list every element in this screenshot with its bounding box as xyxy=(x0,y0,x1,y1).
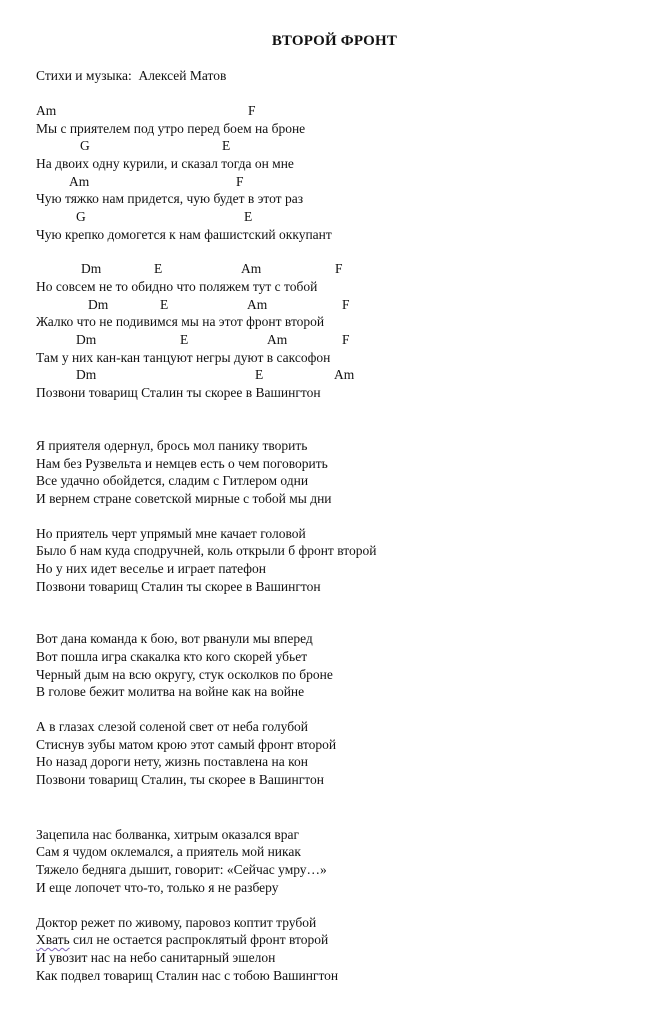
lyric-line: Нам без Рузвельта и немцев есть о чем поговорить xyxy=(36,456,328,471)
lyric-line: Мы с приятелем под утро перед боем на броне xyxy=(36,121,306,136)
chord: F xyxy=(342,332,350,347)
chord: F xyxy=(248,103,256,118)
chord: F xyxy=(236,174,244,189)
lyric-line: Доктор режет по живому, паровоз коптит трубой xyxy=(36,915,317,930)
chord: E xyxy=(154,261,163,276)
lyric-line: А в глазах слезой соленой свет от неба голубой xyxy=(36,719,309,734)
lyric-line: И увозит нас на небо санитарный эшелон xyxy=(36,950,276,965)
lyric-line: Сам я чудом оклемался, а приятель мой никак xyxy=(36,844,301,859)
lyric-line: Но совсем не то обидно что поляжем тут с тобой xyxy=(36,279,318,294)
lyric-line: Зацепила нас болванка, хитрым оказался враг xyxy=(36,827,300,842)
lyric-line: Но назад дороги нету, жизнь поставлена на кон xyxy=(36,754,308,769)
lyric-line: Стиснув зубы матом крою этот самый фронт второй xyxy=(36,737,337,752)
chord: E xyxy=(255,367,264,382)
chord: G xyxy=(76,209,86,224)
lyric-line: Вот дана команда к бою, вот рванули мы вперед xyxy=(36,631,313,646)
lyric-line: Я приятеля одернул, брось мол панику творить xyxy=(36,438,308,453)
chord: Am xyxy=(267,332,288,347)
lyric-line: Там у них кан-кан танцуют негры дуют в саксофон xyxy=(36,350,331,365)
lyric-line: Позвони товарищ Сталин ты скорее в Вашингтон xyxy=(36,579,321,594)
author-line: Стихи и музыка: Алексей Матов xyxy=(36,68,227,83)
song-title: ВТОРОЙ ФРОНТ xyxy=(271,33,398,49)
lyric-line: Позвони товарищ Сталин ты скорее в Вашингтон xyxy=(36,385,321,400)
lyric-line: Тяжело бедняга дышит, говорит: «Сейчас умру…» xyxy=(36,862,327,877)
lyric-line: Но у них идет веселье и играет патефон xyxy=(36,561,266,576)
lyric-line: Жалко что не подивимся мы на этот фронт второй xyxy=(36,314,325,329)
chord: E xyxy=(160,297,169,312)
lyric-line: И еще лопочет что-то, только я не разберу xyxy=(36,880,279,895)
chord: Am xyxy=(241,261,262,276)
spellcheck-flagged-word[interactable]: Хвать xyxy=(36,932,70,947)
lyric-line: Позвони товарищ Сталин, ты скорее в Вашингтон xyxy=(36,772,324,787)
chord: Am xyxy=(247,297,268,312)
lyric-line: В голове бежит молитва на войне как на войне xyxy=(36,684,305,699)
lyric-line: Вот пошла игра скакалка кто кого скорей убьет xyxy=(36,649,308,664)
chord: G xyxy=(80,138,90,153)
chord: Am xyxy=(334,367,355,382)
lyric-line: Как подвел товарищ Сталин нас с тобою Вашингтон xyxy=(36,968,339,983)
chord: Am xyxy=(36,103,57,118)
lyric-line xyxy=(36,932,328,948)
chord: Am xyxy=(69,174,90,189)
lyric-line: На двоих одну курили, и сказал тогда он мне xyxy=(36,156,294,171)
chord: F xyxy=(342,297,350,312)
chord: Dm xyxy=(76,367,97,382)
chord: E xyxy=(244,209,253,224)
chord: F xyxy=(335,261,343,276)
lyric-line: И вернем стране советской мирные с тобой мы дни xyxy=(36,491,332,506)
lyric-line-rest: сил не остается распроклятый фронт второй xyxy=(69,932,329,947)
lyric-line: Чую тяжко нам придется, чую будет в этот раз xyxy=(36,191,304,206)
lyric-line: Но приятель черт упрямый мне качает головой xyxy=(36,526,306,541)
chord: Dm xyxy=(88,297,109,312)
chord: Dm xyxy=(81,261,102,276)
chord: E xyxy=(180,332,189,347)
lyric-line: Все удачно обойдется, сладим с Гитлером одни xyxy=(36,473,309,488)
chord: E xyxy=(222,138,231,153)
lyric-line: Черный дым на всю округу, стук осколков по броне xyxy=(36,667,333,682)
lyric-line: Было б нам куда сподручней, коль открыли б фронт второй xyxy=(36,543,377,558)
chord: Dm xyxy=(76,332,97,347)
lyric-line: Чую крепко домогется к нам фашистский оккупант xyxy=(36,227,332,242)
